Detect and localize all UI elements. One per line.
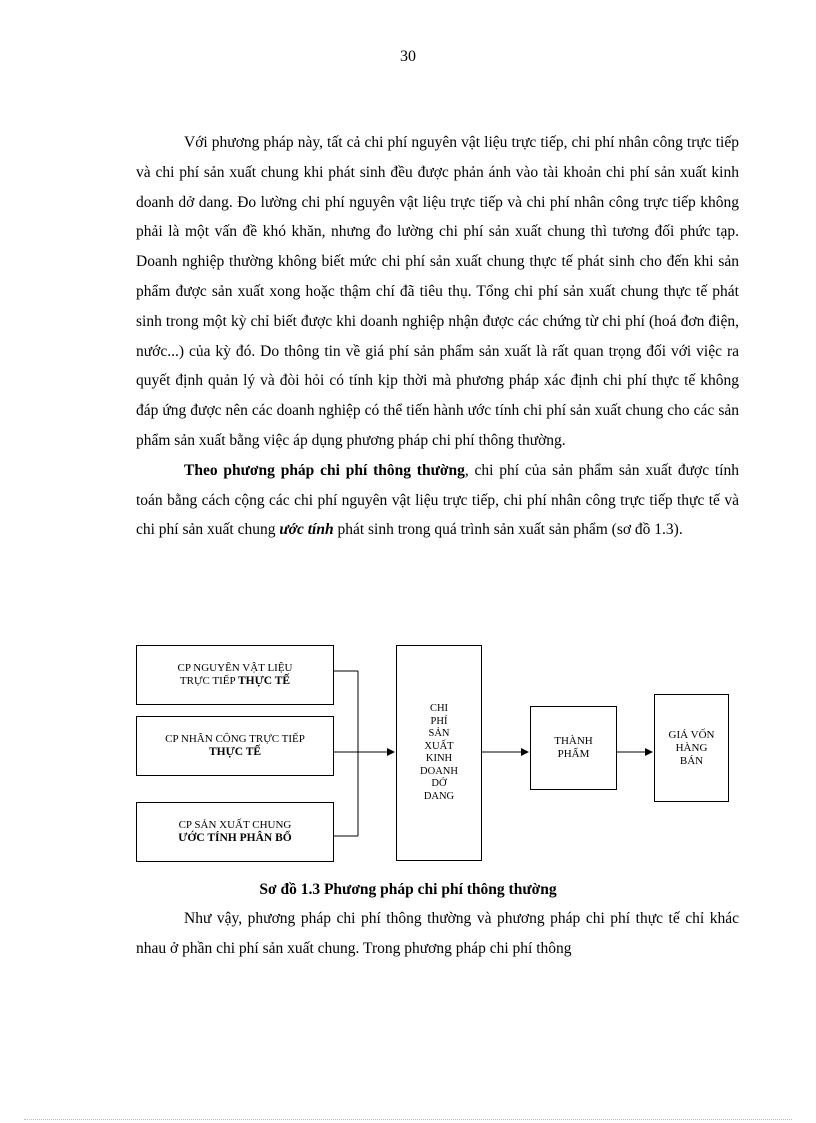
paragraph-2-bold-italic: ước tính [279,521,334,539]
body-text-lower [136,904,739,964]
paragraph-2-bold-lead: Theo phương pháp chi phí thông thường [184,461,465,479]
page-number: 30 [400,48,416,65]
paragraph-2-text-b: phát sinh trong quá trình sản xuất sản phẩm (sơ đồ 1.3). [333,521,683,539]
paragraph-2-text-a: , chi phí của sản phẩm sản xuất được tính toán bằng cách cộng các chi phí nguyên vật liệu trực tiếp, chi phí nhân công trực tiếp thực tế và chi phí sản xuất chung [136,461,739,539]
paragraph-2 [136,456,739,545]
box-direct-labor [136,716,334,776]
box-cost-of-goods-sold [654,694,729,802]
box-work-in-process [396,645,482,861]
box-finished-goods-label: THÀNH PHẨM [554,735,593,760]
diagram-caption: Sơ đồ 1.3 Phương pháp chi phí thông thường [259,881,557,898]
footer-rule [24,1119,792,1120]
box-direct-materials-line2: TRỰC TIẾP [179,675,238,687]
box-overhead [136,802,334,862]
box-finished-goods [530,706,617,790]
box-overhead-line2: ƯỚC TÍNH PHÂN BỔ [178,832,292,844]
box-direct-materials-line2-bold: THỰC TẾ [237,675,291,687]
paragraph-3: Như vậy, phương pháp chi phí thông thường và phương pháp chi phí thực tế chỉ khác nhau ở phần chi phí sản xuất chung. Trong phương pháp chi phí thông [136,910,739,957]
body-text-upper [136,128,739,545]
paragraph-1: Với phương pháp này, tất cả chi phí nguyên vật liệu trực tiếp, chi phí nhân công trực tiếp và chi phí sản xuất chung khi phát sinh đều được phản ánh vào tài khoản chi phí sản xuất kinh doanh dở dang. Đo lường chi phí nguyên vật liệu trực tiếp và chi phí nhân công trực tiếp không phải là một vấn đề khó khăn, nhưng đo lường chi phí sản xuất chung thì tương đối phức tạp. Doanh nghiệp thường không biết mức chi phí sản xuất chung thực tế phát sinh cho đến khi sản phẩm được sản xuất xong hoặc thậm chí đã tiêu thụ. Tổng chi phí sản xuất chung thực tế phát sinh trong một kỳ chỉ biết được khi doanh nghiệp nhận được các chứng từ chi phí (hoá đơn điện, nước...) của kỳ đó. Do thông tin về giá phí sản phẩm sản xuất là rất quan trọng đối với việc ra quyết định quản lý và đòi hỏi có tính kịp thời mà phương pháp xác định chi phí thực tế không đáp ứng được nên các doanh nghiệp có thể tiến hành ước tính chi phí sản xuất chung cho các sản phẩm sản xuất bằng việc áp dụng phương pháp chi phí thông thường. [136,134,739,449]
box-work-in-process-label: CHI PHÍ SẢN XUẤT KINH DOANH DỞ DANG [420,703,458,802]
box-overhead-line1: CP SẢN XUẤT CHUNG [178,819,292,831]
box-direct-labor-line2: THỰC TẾ [208,746,262,758]
box-direct-materials-line1: CP NGUYÊN VẬT LIỆU [177,662,293,674]
box-cost-of-goods-sold-label: GIÁ VỐN HÀNG BÁN [668,728,715,767]
box-direct-materials [136,645,334,705]
box-direct-labor-line1: CP NHÂN CÔNG TRỰC TIẾP [165,733,305,745]
